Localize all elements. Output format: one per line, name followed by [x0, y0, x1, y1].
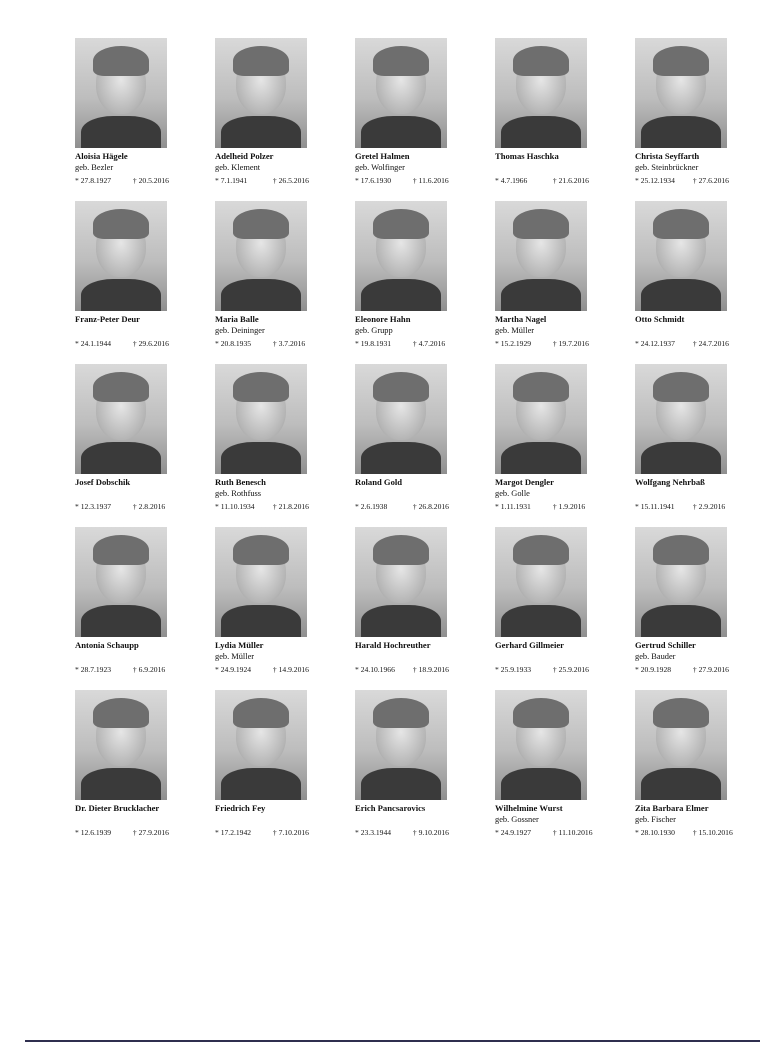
death-date: † 3.7.2016 [272, 339, 306, 348]
person-birthname: geb. Deininger [215, 326, 265, 335]
person-dates [635, 665, 765, 674]
portrait-photo [495, 527, 587, 637]
portrait-photo [635, 364, 727, 474]
portrait-shoulders [641, 768, 721, 800]
portrait-shoulders [501, 279, 581, 311]
portrait-shoulders [81, 279, 161, 311]
death-date: † 2.9.2016 [692, 502, 726, 511]
birth-date: * 15.11.1941 [635, 502, 675, 511]
birth-date: * 24.1.1944 [75, 339, 112, 348]
portrait-shoulders [81, 442, 161, 474]
portrait-grid [70, 36, 765, 851]
portrait-shoulders [641, 279, 721, 311]
portrait-shoulders [501, 442, 581, 474]
person-name: Lydia Müller [215, 640, 264, 650]
portrait-hair [653, 209, 709, 239]
person-name: Ruth Benesch [215, 477, 266, 487]
portrait-hair [373, 46, 429, 76]
person-name: Friedrich Fey [215, 803, 266, 813]
person-card [350, 688, 490, 851]
person-name: Wilhelmine Wurst [495, 803, 563, 813]
death-date: † 20.5.2016 [132, 176, 169, 185]
person-dates [75, 828, 210, 837]
person-card [630, 362, 765, 525]
person-dates [495, 665, 630, 674]
person-name: Gerhard Gillmeier [495, 640, 564, 650]
person-name: Aloisia Hägele [75, 151, 128, 161]
portrait-shoulders [361, 279, 441, 311]
person-card [630, 688, 765, 851]
portrait-hair [653, 46, 709, 76]
death-date: † 27.6.2016 [692, 176, 729, 185]
birth-date: * 4.7.1966 [495, 176, 528, 185]
portrait-shoulders [641, 605, 721, 637]
person-dates [75, 176, 210, 185]
person-dates [215, 339, 350, 348]
death-date: † 29.6.2016 [132, 339, 169, 348]
death-date: † 11.6.2016 [412, 176, 449, 185]
death-date: † 21.8.2016 [272, 502, 309, 511]
birth-date: * 28.7.1923 [75, 665, 112, 674]
person-dates [495, 502, 630, 511]
birth-date: * 12.3.1937 [75, 502, 112, 511]
person-dates [355, 176, 490, 185]
person-birthname: geb. Klement [215, 163, 261, 172]
portrait-shoulders [361, 605, 441, 637]
person-dates [635, 502, 765, 511]
person-name: Zita Barbara Elmer [635, 803, 709, 813]
birth-date: * 20.9.1928 [635, 665, 672, 674]
birth-date: * 2.6.1938 [355, 502, 388, 511]
person-name: Wolfgang Nehrbaß [635, 477, 705, 487]
portrait-hair [513, 535, 569, 565]
portrait-photo [215, 364, 307, 474]
death-date: † 9.10.2016 [412, 828, 449, 837]
portrait-shoulders [221, 279, 301, 311]
person-card [210, 36, 350, 199]
death-date: † 14.9.2016 [272, 665, 309, 674]
birth-date: * 1.11.1931 [495, 502, 531, 511]
portrait-hair [93, 46, 149, 76]
portrait-shoulders [221, 116, 301, 148]
portrait-hair [373, 372, 429, 402]
death-date: † 7.10.2016 [272, 828, 309, 837]
person-birthname: geb. Golle [495, 489, 530, 498]
person-dates [215, 176, 350, 185]
portrait-hair [373, 698, 429, 728]
death-date: † 19.7.2016 [552, 339, 589, 348]
birth-date: * 17.2.1942 [215, 828, 252, 837]
person-dates [355, 502, 490, 511]
person-name: Dr. Dieter Brucklacher [75, 803, 160, 813]
portrait-photo [355, 690, 447, 800]
death-date: † 25.9.2016 [552, 665, 589, 674]
person-name: Franz-Peter Deur [75, 314, 140, 324]
person-card [70, 36, 210, 199]
portrait-photo [495, 38, 587, 148]
portrait-photo [355, 38, 447, 148]
portrait-shoulders [221, 442, 301, 474]
portrait-photo [635, 201, 727, 311]
person-dates [215, 665, 350, 674]
person-card [210, 362, 350, 525]
portrait-shoulders [501, 116, 581, 148]
death-date: † 18.9.2016 [412, 665, 449, 674]
person-dates [215, 828, 350, 837]
person-dates [75, 665, 210, 674]
portrait-hair [513, 46, 569, 76]
person-birthname: geb. Bezler [75, 163, 114, 172]
person-card [350, 199, 490, 362]
person-birthname: geb. Rothfuss [215, 489, 262, 498]
birth-date: * 12.6.1939 [75, 828, 112, 837]
person-birthname: geb. Müller [495, 326, 535, 335]
portrait-photo [215, 527, 307, 637]
person-dates [495, 176, 630, 185]
person-card [210, 525, 350, 688]
person-birthname: geb. Wolfinger [355, 163, 405, 172]
birth-date: * 23.3.1944 [355, 828, 392, 837]
person-birthname: geb. Grupp [355, 326, 393, 335]
person-birthname: geb. Steinbrückner [635, 163, 699, 172]
person-name: Gretel Halmen [355, 151, 410, 161]
portrait-hair [653, 535, 709, 565]
person-card [490, 525, 630, 688]
person-name: Thomas Haschka [495, 151, 559, 161]
birth-date: * 7.1.1941 [215, 176, 248, 185]
person-card [70, 362, 210, 525]
person-card [490, 199, 630, 362]
person-dates [355, 665, 490, 674]
portrait-shoulders [501, 768, 581, 800]
portrait-photo [495, 690, 587, 800]
portrait-photo [75, 527, 167, 637]
death-date: † 26.5.2016 [272, 176, 309, 185]
person-card [210, 688, 350, 851]
portrait-hair [93, 372, 149, 402]
person-dates [635, 828, 765, 837]
portrait-photo [75, 201, 167, 311]
portrait-hair [373, 209, 429, 239]
portrait-hair [513, 698, 569, 728]
person-name: Martha Nagel [495, 314, 547, 324]
portrait-photo [215, 201, 307, 311]
portrait-hair [233, 372, 289, 402]
birth-date: * 15.2.1929 [495, 339, 532, 348]
birth-date: * 25.12.1934 [635, 176, 675, 185]
person-dates [495, 828, 630, 837]
portrait-shoulders [81, 605, 161, 637]
birth-date: * 20.8.1935 [215, 339, 252, 348]
portrait-shoulders [81, 768, 161, 800]
person-dates [75, 502, 210, 511]
portrait-hair [373, 535, 429, 565]
person-birthname: geb. Bauder [635, 652, 676, 661]
death-date: † 2.8.2016 [132, 502, 166, 511]
portrait-photo [355, 527, 447, 637]
portrait-photo [635, 38, 727, 148]
portrait-shoulders [221, 768, 301, 800]
death-date: † 21.6.2016 [552, 176, 589, 185]
page-bottom-rule [25, 1040, 760, 1042]
person-card [490, 36, 630, 199]
birth-date: * 11.10.1934 [215, 502, 255, 511]
death-date: † 24.7.2016 [692, 339, 729, 348]
person-card [350, 36, 490, 199]
person-dates [495, 339, 630, 348]
death-date: † 1.9.2016 [552, 502, 586, 511]
person-card [630, 199, 765, 362]
person-name: Christa Seyffarth [635, 151, 700, 161]
person-card [490, 688, 630, 851]
person-name: Erich Pancsarovics [355, 803, 426, 813]
portrait-hair [653, 698, 709, 728]
person-card [350, 362, 490, 525]
portrait-hair [233, 698, 289, 728]
death-date: † 15.10.2016 [692, 828, 733, 837]
person-card [70, 525, 210, 688]
death-date: † 27.9.2016 [692, 665, 729, 674]
person-name: Otto Schmidt [635, 314, 685, 324]
portrait-hair [93, 535, 149, 565]
person-card [210, 199, 350, 362]
person-card [350, 525, 490, 688]
portrait-photo [635, 527, 727, 637]
death-date: † 27.9.2016 [132, 828, 169, 837]
death-date: † 11.10.2016 [552, 828, 593, 837]
person-card [490, 362, 630, 525]
person-birthname: geb. Gossner [495, 815, 539, 824]
person-name: Gertrud Schiller [635, 640, 696, 650]
portrait-hair [513, 209, 569, 239]
birth-date: * 24.9.1927 [495, 828, 532, 837]
person-dates [355, 828, 490, 837]
person-name: Maria Balle [215, 314, 259, 324]
birth-date: * 27.8.1927 [75, 176, 112, 185]
person-birthname: geb. Müller [215, 652, 255, 661]
birth-date: * 28.10.1930 [635, 828, 675, 837]
portrait-shoulders [361, 442, 441, 474]
person-card [630, 525, 765, 688]
portrait-photo [75, 690, 167, 800]
portrait-photo [75, 38, 167, 148]
portrait-hair [653, 372, 709, 402]
person-name: Eleonore Hahn [355, 314, 411, 324]
person-birthname: geb. Fischer [635, 815, 676, 824]
portrait-photo [495, 201, 587, 311]
portrait-photo [215, 690, 307, 800]
portrait-hair [233, 209, 289, 239]
birth-date: * 24.12.1937 [635, 339, 675, 348]
person-name: Roland Gold [355, 477, 403, 487]
portrait-photo [355, 364, 447, 474]
person-name: Adelheid Polzer [215, 151, 274, 161]
portrait-shoulders [361, 116, 441, 148]
person-dates [635, 339, 765, 348]
portrait-hair [233, 46, 289, 76]
portrait-shoulders [641, 116, 721, 148]
portrait-photo [215, 38, 307, 148]
person-name: Harald Hochreuther [355, 640, 431, 650]
portrait-photo [75, 364, 167, 474]
birth-date: * 19.8.1931 [355, 339, 392, 348]
birth-date: * 24.9.1924 [215, 665, 252, 674]
person-dates [355, 339, 490, 348]
portrait-photo [495, 364, 587, 474]
portrait-shoulders [81, 116, 161, 148]
portrait-photo [355, 201, 447, 311]
person-card [70, 688, 210, 851]
death-date: † 4.7.2016 [412, 339, 446, 348]
person-name: Antonia Schaupp [75, 640, 139, 650]
portrait-hair [233, 535, 289, 565]
person-name: Josef Dobschik [75, 477, 131, 487]
person-card [630, 36, 765, 199]
death-date: † 6.9.2016 [132, 665, 166, 674]
portrait-hair [93, 209, 149, 239]
portrait-shoulders [361, 768, 441, 800]
portrait-hair [513, 372, 569, 402]
person-dates [75, 339, 210, 348]
person-dates [215, 502, 350, 511]
portrait-shoulders [221, 605, 301, 637]
person-dates [635, 176, 765, 185]
birth-date: * 25.9.1933 [495, 665, 532, 674]
birth-date: * 24.10.1966 [355, 665, 395, 674]
death-date: † 26.8.2016 [412, 502, 449, 511]
birth-date: * 17.6.1930 [355, 176, 392, 185]
portrait-shoulders [501, 605, 581, 637]
portrait-shoulders [641, 442, 721, 474]
person-card [70, 199, 210, 362]
portrait-hair [93, 698, 149, 728]
person-name: Margot Dengler [495, 477, 554, 487]
portrait-photo [635, 690, 727, 800]
